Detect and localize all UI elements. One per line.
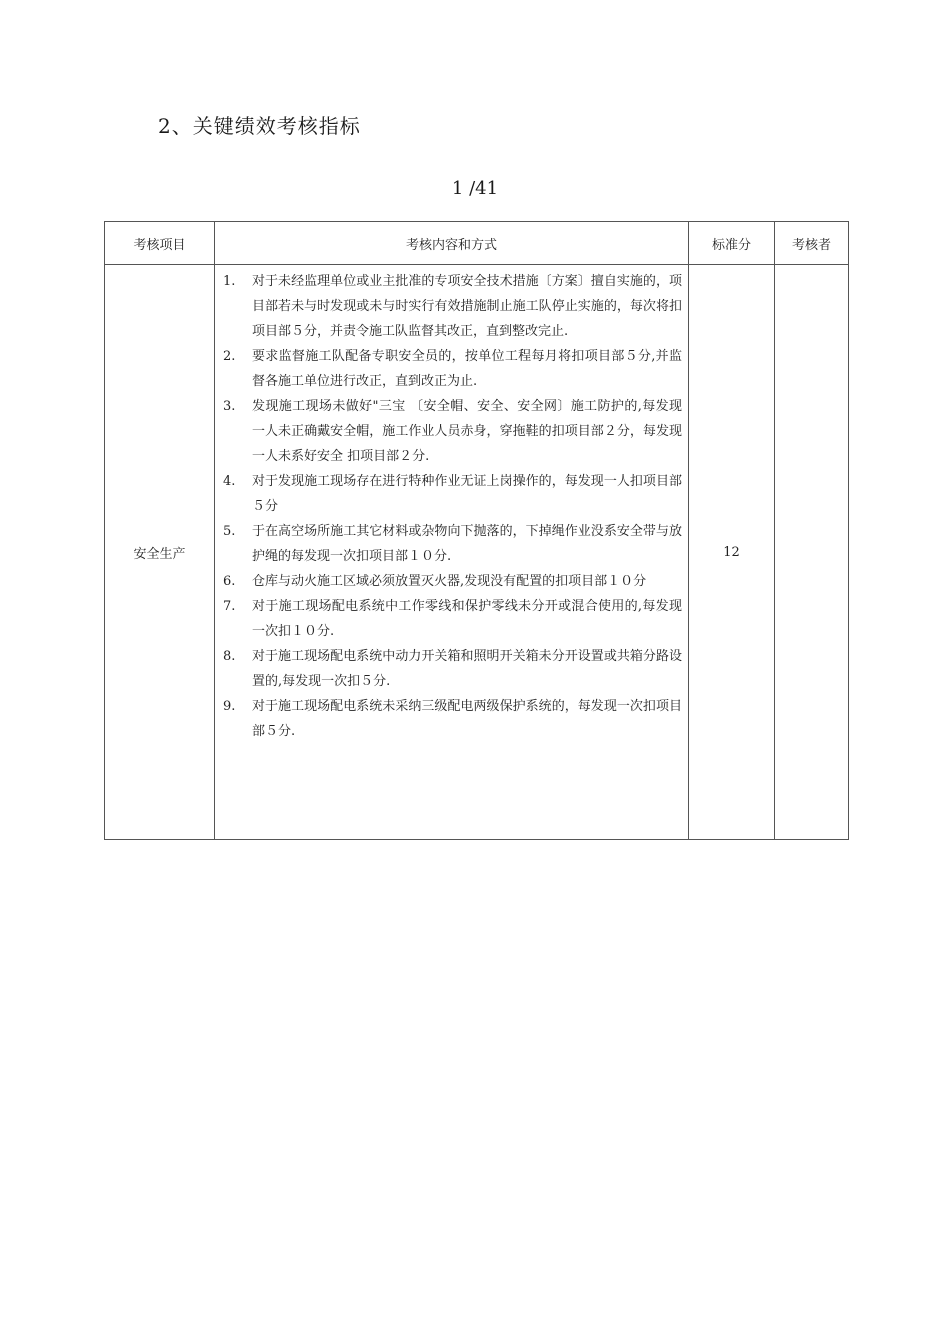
rule-number: 6. [223, 574, 236, 589]
rule-text: 发现施工现场未做好"三宝 〔安全帽、安全、安全网〕施工防护的,每发现一人未正确戴安全帽，施工作业人员赤身，穿拖鞋的扣项目部２分，每发现一人未系好安全 扣项目部２分. [252, 399, 682, 464]
list-item [223, 569, 682, 594]
rule-number: 5. [223, 524, 236, 539]
list-item [223, 519, 682, 569]
rule-number: 1. [223, 274, 236, 289]
rule-number: 4. [223, 474, 236, 489]
rule-text: 对于施工现场配电系统中动力开关箱和照明开关箱未分开设置或共箱分路设置的,每发现一次扣５分. [252, 649, 682, 689]
rules-list [215, 265, 688, 744]
list-item [223, 694, 682, 744]
rule-text: 要求监督施工队配备专职安全员的，按单位工程每月将扣项目部５分,并监督各施工单位进行改正，直到改正为止. [252, 349, 682, 389]
list-item [223, 469, 682, 519]
page-indicator-text: 1 /41 [451, 178, 499, 199]
rule-number: 8. [223, 649, 236, 664]
header-score: 标准分 [689, 222, 775, 265]
table-header-row [105, 222, 849, 265]
item-cell: 安全生产 [105, 265, 215, 840]
content-cell [215, 265, 689, 840]
rule-text: 于在高空场所施工其它材料或杂物向下抛落的，下掉绳作业没系安全带与放护绳的每发现一次扣项目部１０分. [252, 524, 682, 564]
rule-number: 7. [223, 599, 236, 614]
page-indicator [0, 178, 950, 199]
kpi-table [104, 221, 849, 840]
list-item [223, 269, 682, 344]
list-item [223, 344, 682, 394]
list-item [223, 594, 682, 644]
table-row [105, 265, 849, 840]
rule-text: 对于未经监理单位或业主批准的专项安全技术措施〔方案〕擅自实施的，项目部若未与时发现或未与时实行有效措施制止施工队停止实施的，每次将扣项目部５分，并责令施工队监督其改正，直到整改完止. [252, 274, 682, 339]
header-item: 考核项目 [105, 222, 215, 265]
section-heading: 2、关键绩效考核指标 [158, 114, 361, 138]
rule-text: 仓库与动火施工区域必须放置灭火器,发现没有配置的扣项目部１０分 [252, 574, 647, 589]
rule-text: 对于施工现场配电系统未采纳三级配电两级保护系统的，每发现一次扣项目部５分. [252, 699, 682, 739]
header-content: 考核内容和方式 [215, 222, 689, 265]
rule-number: 9. [223, 699, 236, 714]
list-item [223, 394, 682, 469]
rule-number: 2. [223, 349, 236, 364]
list-item [223, 644, 682, 694]
rater-cell [775, 265, 849, 840]
rule-text: 对于发现施工现场存在进行特种作业无证上岗操作的，每发现一人扣项目部５分 [252, 474, 682, 514]
rule-text: 对于施工现场配电系统中工作零线和保护零线未分开或混合使用的,每发现一次扣１０分. [252, 599, 682, 639]
header-rater: 考核者 [775, 222, 849, 265]
rule-number: 3. [223, 399, 236, 414]
score-cell: 12 [689, 265, 775, 840]
